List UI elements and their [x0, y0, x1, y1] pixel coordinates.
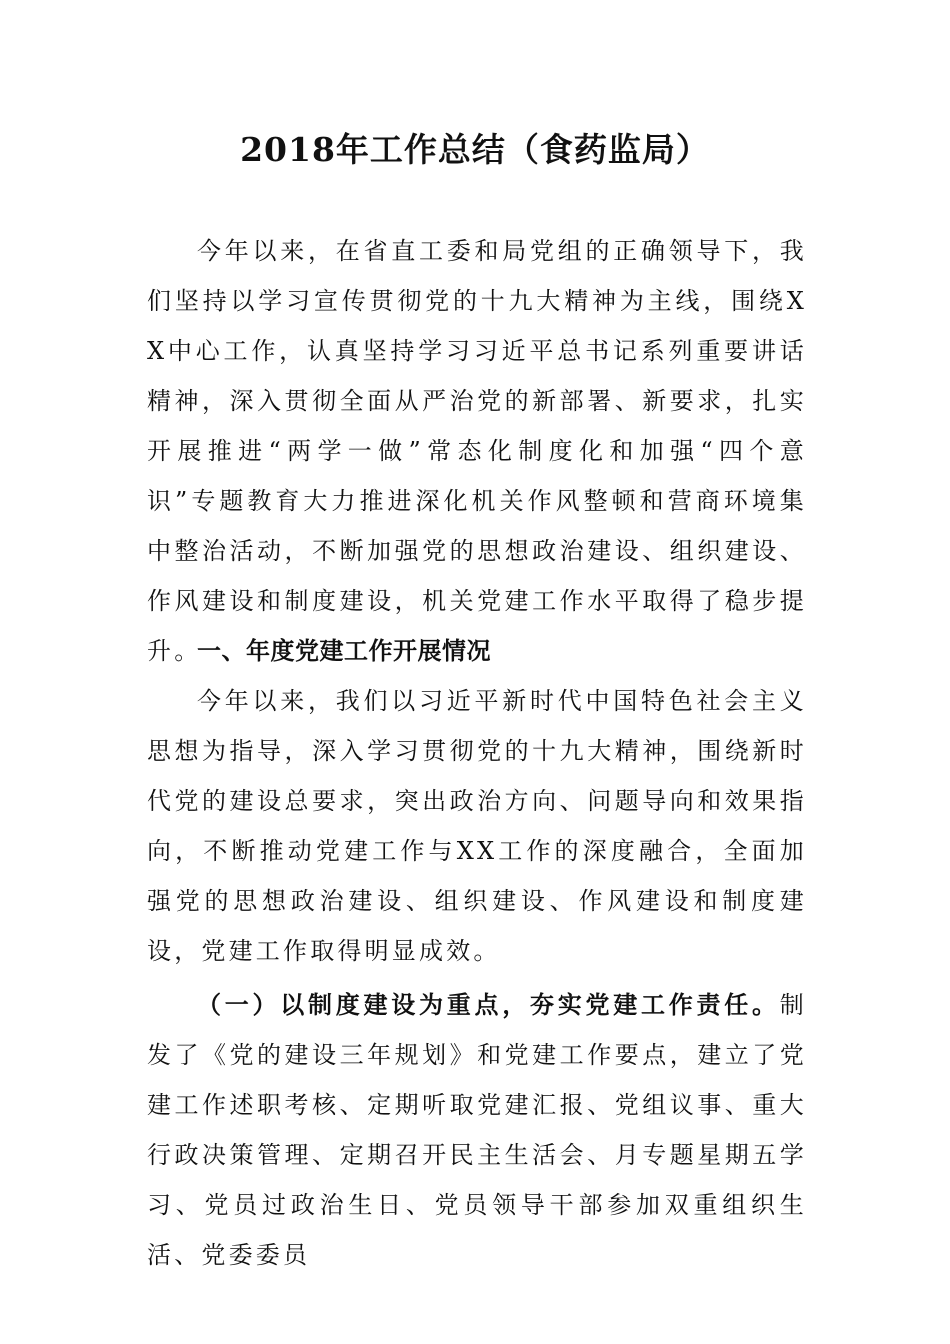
intro-block — [147, 226, 807, 676]
item-paragraph — [147, 980, 807, 1280]
item-heading: （一）以制度建设为重点，夯实党建工作责任。 — [197, 990, 780, 1019]
section-intro-paragraph: 今年以来，我们以习近平新时代中国特色社会主义思想为指导，深入学习贯彻党的十九大精神，围绕新时代党的建设总要求，突出政治方向、问题导向和效果指向，不断推动党建工作与XX工作的深度融合，全面加强党的思想政治建设、组织建设、作风建设和制度建设，党建工作取得明显成效。 — [147, 687, 807, 965]
document-title: 2018年工作总结（食药监局） — [240, 130, 710, 169]
intro-paragraph: 今年以来，在省直工委和局党组的正确领导下，我们坚持以学习宣传贯彻党的十九大精神为主线，围绕XX中心工作，认真坚持学习习近平总书记系列重要讲话精神，深入贯彻全面从严治党的新部署、新要求，扎实开展推进“两学一做”常态化制度化和加强“四个意识”专题教育大力推进深化机关作风整顿和营商环境集中整治活动，不断加强党的思想政治建设、组织建设、作风建设和制度建设，机关党建工作水平取得了稳步提升。 — [147, 237, 807, 665]
section-heading: 一、年度党建工作开展情况 — [197, 637, 491, 665]
section-heading-block — [147, 626, 807, 676]
item-body: 制发了《党的建设三年规划》和党建工作要点，建立了党建工作述职考核、定期听取党建汇报、党组议事、重大行政决策管理、定期召开民主生活会、月专题星期五学习、党员过政治生日、党员领导干部参加双重组织生活、党委委员 — [147, 991, 807, 1269]
item-block — [147, 980, 807, 1280]
section-intro-block — [147, 676, 807, 976]
